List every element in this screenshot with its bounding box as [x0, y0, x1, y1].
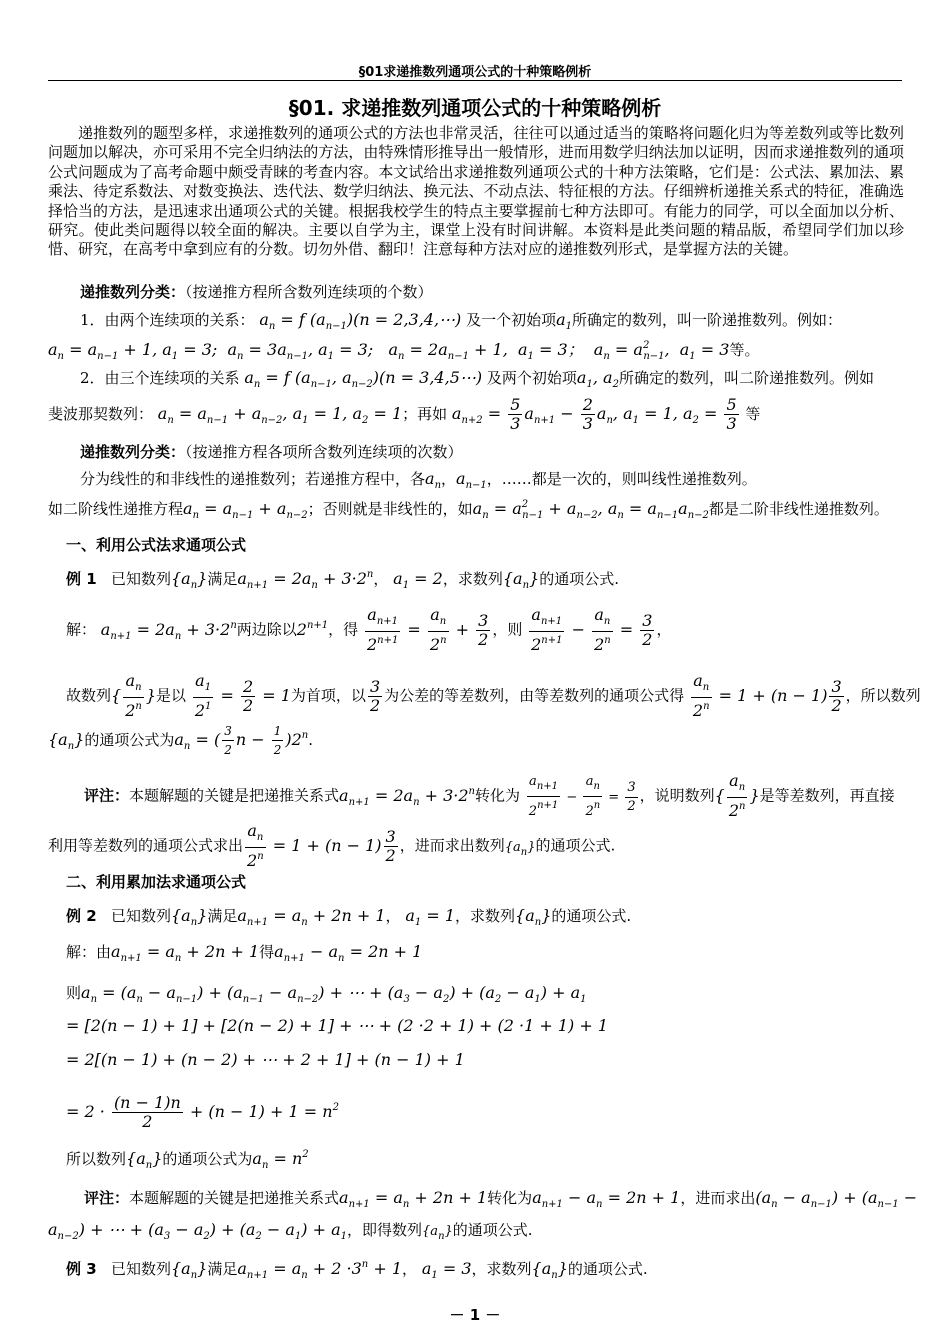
classify2-line2-c: 都是二阶非线性递推数列。 [708, 500, 889, 518]
ex1-divisor: $2^{n+1}$ [296, 619, 329, 639]
ex3-init: $a_1 = 3$ [421, 1259, 472, 1281]
ex2-answer: $a_n = n^2$ [252, 1149, 309, 1171]
classify2-line1-a: 分为线性的和非线性的递推数列；若递推方程中，各 [80, 470, 426, 488]
item1-text: 1．由两个连续项的关系： [80, 311, 255, 329]
ex2-text-e: 的通项公式. [551, 907, 632, 925]
item1-formula: $a_n = f$ $(a_{n-1})(n$ = 2,3,4,⋯) [259, 310, 462, 332]
linear-example: $a_n = a_{n-1} + a_{n-2}$ [183, 499, 308, 521]
example2-comment-line2 [48, 1219, 533, 1242]
ex2-sol-diff: $a_{n+1} - a_n = 2n + 1$ [274, 942, 423, 964]
ex1-line4-b: . [308, 731, 314, 749]
ex1-line3-e: ，所以数列 [845, 686, 921, 705]
ex2-final-a: 所以数列 [66, 1150, 127, 1168]
ex1-comment2-a: 利用等差数列的通项公式求出 [48, 836, 244, 855]
example3-label: 例 3 [66, 1260, 97, 1278]
classify2-label: 递推数列分类： [80, 443, 186, 461]
item1-a1: $a_1$ [556, 310, 573, 332]
fibonacci-label: 斐波那契数列： [48, 405, 154, 423]
ex3-text-b: 满足 [207, 1260, 238, 1278]
example2-step2: = [2(n − 1) + 1] + [2(n − 2) + 1] + ⋯ + (2 ·2 + 1) + (2 ·1 + 1) + 1 [66, 1016, 609, 1035]
ex2-sol-a: 解：由 [66, 943, 112, 961]
example3-problem [66, 1258, 648, 1281]
ex2-comment-sum-b: $a_{n-2}$) + ⋯ + $(a_3 - a_2) + (a_2 - a_1) + a_1$ [48, 1220, 348, 1242]
ex2-text-b: 满足 [207, 907, 238, 925]
section2-heading: 二、利用累加法求通项公式 [66, 873, 247, 891]
example2-step4: = 2 · $\frac{(n - 1)n}{2}$ + $(n - 1) + 1 = n^2$ [66, 1093, 339, 1131]
ex1-comment2-c: 的通项公式. [535, 836, 616, 855]
ex1-text-c: ， [373, 570, 389, 588]
ex2-comment2-b: 的通项公式. [452, 1221, 533, 1239]
ex1-general: $\frac{a_n}{2^n}$ = 1 + (n − 1) $\frac{3}{2}$ [692, 671, 842, 720]
ex2-sol-b: 得 [259, 943, 275, 961]
classify1-item1 [80, 309, 842, 332]
header-rule [48, 80, 902, 81]
ex1-seq-ratio: { $\frac{a_n}{2^n}$ } [111, 671, 157, 720]
example1-label: 例 1 [66, 570, 97, 588]
page-number: － 1 － [449, 1306, 501, 1324]
example1-comment-line2 [48, 822, 615, 870]
ex3-text-d: ，求数列 [471, 1260, 532, 1278]
ex3-text-a: 已知数列 [110, 1260, 171, 1278]
ex2-seq3: $\{a_n\}$ [126, 1149, 163, 1171]
item1-tail: 及一个初始项 [466, 311, 557, 329]
ex1-seq2: $\{a_n\}$ [502, 569, 540, 591]
ex1-line3-b: 是以 [156, 686, 187, 705]
item2-inits: $a_1$, $a_2$ [576, 368, 619, 390]
ex1-text-e: 的通项公式. [539, 570, 619, 588]
classify1-examples [48, 337, 759, 362]
classify2-note: （按递推方程各项所含数列连续项的次数） [185, 443, 463, 461]
ex2-comment-diff: $a_{n+1} - a_n = 2n + 1$ [532, 1188, 681, 1210]
ex1-first-term: $\frac{a_1}{2^1}$ = $\frac{2}{2}$ = 1 [194, 671, 291, 720]
item2-line2-b: ；再如 [402, 405, 448, 423]
ex2-recurrence: $a_{n+1} = a_n + 2n + 1$ [237, 906, 386, 928]
ex1-line4-a: 的通项公式为 [84, 731, 175, 749]
ex1-text-b: 满足 [207, 570, 238, 588]
ex2-comment-recurrence: $a_{n+1} = a_n + 2n + 1$ [339, 1188, 488, 1210]
example1-comment [84, 772, 895, 821]
nonlinear-examples: $a_n = a^2_{n-1} + a_{n-2}$, $a_n = a_{n-1}a_{n-2}$ [472, 499, 709, 521]
example1-conclusion [66, 672, 921, 720]
example1-result [48, 722, 313, 759]
ex1-sol-b: 两边除以 [236, 620, 297, 639]
document-title: §01. 求递推数列通项公式的十种策略例析 [288, 96, 662, 120]
ex1-comment2-b: ，进而求出数列 [399, 836, 505, 855]
ex1-comment-general: $\frac{a_n}{2^n}$ = 1 + (n − 1) $\frac{3}{2}$ [247, 821, 396, 870]
ex2-seq: $\{a_n\}$ [171, 906, 208, 928]
item2-formula: $a_n = f$ ($a_{n-1}$, $a_{n-2})(n$ = 3,4,5⋯) [244, 368, 483, 390]
item1-tail2: 所确定的数列，叫一阶递推数列。例如： [572, 311, 843, 329]
example2-step3: = 2[(n − 1) + (n − 2) + ⋯ + 2 + 1] + (n − 1) + 1 [66, 1050, 465, 1069]
example2-comment [84, 1187, 917, 1210]
ex2-comment-seq: $\{a_n\}$ [422, 1224, 453, 1242]
ex2-final-b: 的通项公式为 [162, 1150, 253, 1168]
ex1-line3-d: 为公差的等差数列，由等差数列的通项公式得 [384, 686, 685, 705]
item2-tail2: 所确定的数列，叫二阶递推数列。例如 [618, 369, 874, 387]
ex1-comment-seq2: $\{a_n\}$ [504, 839, 536, 858]
ex1-comment-seq: { $\frac{a_n}{2^n}$ } [714, 771, 760, 820]
item1-example-formulas: $a_n = a_{n-1} + 1$, $a_1 = 3$; $a_n = 3a_{n-1}$, $a_1 = 3$; $a_n = 2a_{n-1} + 1$, $a_1 = 3$； $a_n = a^2_{n-1}$, $a_1 = 3$ [48, 340, 730, 362]
ex2-telescoping: $a_n = (a_n - a_{n-1}) + (a_{n-1} - a_{n-2})$ + ⋯ + $(a_3 - a_2) + (a_2 - a_1) + a_1$ [81, 983, 587, 1005]
classify1-note: （按递推方程所含数列连续项的个数） [185, 283, 433, 301]
classify2-line2 [48, 498, 889, 521]
ex1-sol-recurrence: $a_{n+1} = 2a_n + 3\cdot 2^n$ [100, 619, 237, 642]
term-an-1: $a_{n-1}$ [456, 469, 487, 491]
example2-solution [66, 941, 422, 964]
example1-solution [66, 606, 671, 654]
ex2-comment-label: 评注： [84, 1189, 130, 1207]
classify2-line2-a: 如二阶线性递推方程 [48, 500, 184, 518]
ex2-seq2: $\{a_n\}$ [515, 906, 552, 928]
ex1-sol-c: ，得 [328, 620, 359, 639]
classify1-label: 递推数列分类： [80, 283, 186, 301]
fibonacci-formula: $a_n = a_{n-1} + a_{n-2}$, $a_1 = 1$, $a_2 = 1$ [157, 404, 403, 426]
example2-step1 [66, 982, 587, 1005]
ex3-recurrence: $a_{n+1} = a_n + 2 \cdot 3^n + 1$ [237, 1259, 403, 1281]
classify2-line1-c: ，……都是一次的，则叫线性递推数列。 [486, 470, 757, 488]
ex1-diff: $\frac{3}{2}$ [369, 676, 381, 715]
ex1-recurrence: $a_{n+1} = 2a_n + 3\cdot 2^n$ [237, 569, 374, 591]
ex1-answer: $a_n$ = ( $\frac{3}{2}$ n − $\frac{1}{2}$ )2$^n$ [174, 724, 309, 757]
ex3-text-e: 的通项公式. [567, 1260, 648, 1278]
example2-final [66, 1148, 309, 1171]
ex2-text-a: 已知数列 [110, 907, 171, 925]
ex2-comment2-a: ，即得数列 [347, 1221, 423, 1239]
ex1-comment-recurrence: $a_{n+1} = 2a_n + 3\cdot 2^n$ [339, 785, 475, 808]
classify2-line1 [80, 468, 757, 491]
example1-problem [66, 568, 619, 591]
ex2-init: $a_1 = 1$ [405, 906, 455, 928]
ex1-comment-label: 评注： [84, 786, 130, 805]
item1-examples-end: 等。 [729, 341, 760, 359]
ex1-sol-step1: $\frac{a_{n+1}}{2^{n+1}}$ = $\frac{a_n}{2^n}$ + $\frac{3}{2}$ [366, 605, 489, 654]
ex1-comment-d: 是等差数列，再直接 [759, 786, 895, 805]
ex1-seq3: $\{a_n\}$ [48, 730, 85, 752]
ex1-sol-d: ，则 [492, 620, 523, 639]
term-an: $a_n$ [425, 469, 442, 491]
ex1-comment-a: 本题解题的关键是把递推关系式 [129, 786, 340, 805]
running-header: §01求递推数列通项公式的十种策略例析 [358, 65, 592, 80]
classify1-item2 [80, 367, 874, 390]
ex2-comment-b: 转化为 [487, 1189, 533, 1207]
ex1-line3-a: 故数列 [66, 686, 112, 705]
ex1-comment-c: ，说明数列 [639, 786, 715, 805]
ex1-comment-b: 转化为 [475, 786, 521, 805]
ex1-init: $a_1 = 2$ [393, 569, 443, 591]
item2-line2-end: 等 [745, 405, 761, 423]
section1-heading: 一、利用公式法求通项公式 [66, 536, 247, 554]
ex2-comment-sum-a: $(a_n - a_{n-1}) + (a_{n-1}$ − [755, 1188, 918, 1210]
ex2-step0: 则 [66, 984, 82, 1002]
classify1-item2-line2 [48, 396, 760, 433]
ex1-text-d: ，求数列 [442, 570, 503, 588]
intro-paragraph: 递推数列的题型多样，求递推数列的通项公式的方法也非常灵活，往往可以通过适当的策略将问题化归为等差数列或等比数列问题加以解决，亦可采用不完全归纳法的方法，由特殊情形推导出一般情形，进而用数学归纳法加以证明，因而求递推数列的通项公式问题成为了高考命题中颇受青睐的考查内容。本文试给出求递推数列通项公式的十种方法策略，它们是：公式法、累加法、累乘法、待定系数法、对数变换法、迭代法、数学归纳法、换元法、不动点法、特征根的方法。仔细辨析递推关系式的特征，准确选择恰当的方法，是迅速求出通项公式的关键。根据我校学生的特点主要掌握前七种方法即可。有能力的同学，可以全面加以分析、研究。使此类问题得以较全面的解决。主要以自学为主，课堂上没有时间讲解。本资料是此类问题的精品版，希望同学们加以珍惜、研究，在高考中拿到应有的分数。切勿外借、翻印！注意每种方法对应的递推数列形式，是掌握方法的关键。 [48, 124, 904, 259]
ex3-seq2: $\{a_n\}$ [531, 1259, 568, 1281]
example2-label: 例 2 [66, 907, 97, 925]
ex2-comment-a: 本题解题的关键是把递推关系式 [129, 1189, 340, 1207]
item2-text: 2．由三个连续项的关系 [80, 369, 240, 387]
ex2-sol-recurrence: $a_{n+1} = a_n + 2n + 1$ [111, 942, 260, 964]
ex1-line3-c: 为首项，以 [290, 686, 366, 705]
ex1-comment-transform: $\frac{a_{n+1}}{2^{n+1}}$ − $\frac{a_n}{2^n}$ = $\frac{3}{2}$ [528, 774, 636, 819]
ex2-comment-c: ，进而求出 [680, 1189, 756, 1207]
classify1-line [80, 281, 433, 302]
ex1-seq: $\{a_n\}$ [171, 569, 208, 591]
example2-problem [66, 905, 631, 928]
ex1-text-a: 已知数列 [110, 570, 171, 588]
second-order-example: $a_{n+2}$ = $\frac{5}{3}$ $a_{n+1}$ − $\frac{2}{3}$ $a_n$, $a_1 = 1$, $a_2$ = $\frac{5}{3}$ [451, 395, 737, 433]
ex1-sol-e: ， [656, 620, 672, 639]
classify2-line1-b: ， [441, 470, 457, 488]
item2-tail: 及两个初始项 [486, 369, 577, 387]
ex3-seq: $\{a_n\}$ [171, 1259, 208, 1281]
ex2-text-c: ， [385, 907, 401, 925]
classify2-line [80, 441, 463, 462]
classify2-line2-b: ；否则就是非线性的，如 [307, 500, 473, 518]
ex3-text-c: ， [402, 1260, 418, 1278]
ex2-text-d: ，求数列 [455, 907, 516, 925]
ex1-sol-step2: $\frac{a_{n+1}}{2^{n+1}}$ − $\frac{a_n}{2^n}$ = $\frac{3}{2}$ [531, 605, 653, 654]
ex1-sol-a: 解： [66, 620, 97, 639]
